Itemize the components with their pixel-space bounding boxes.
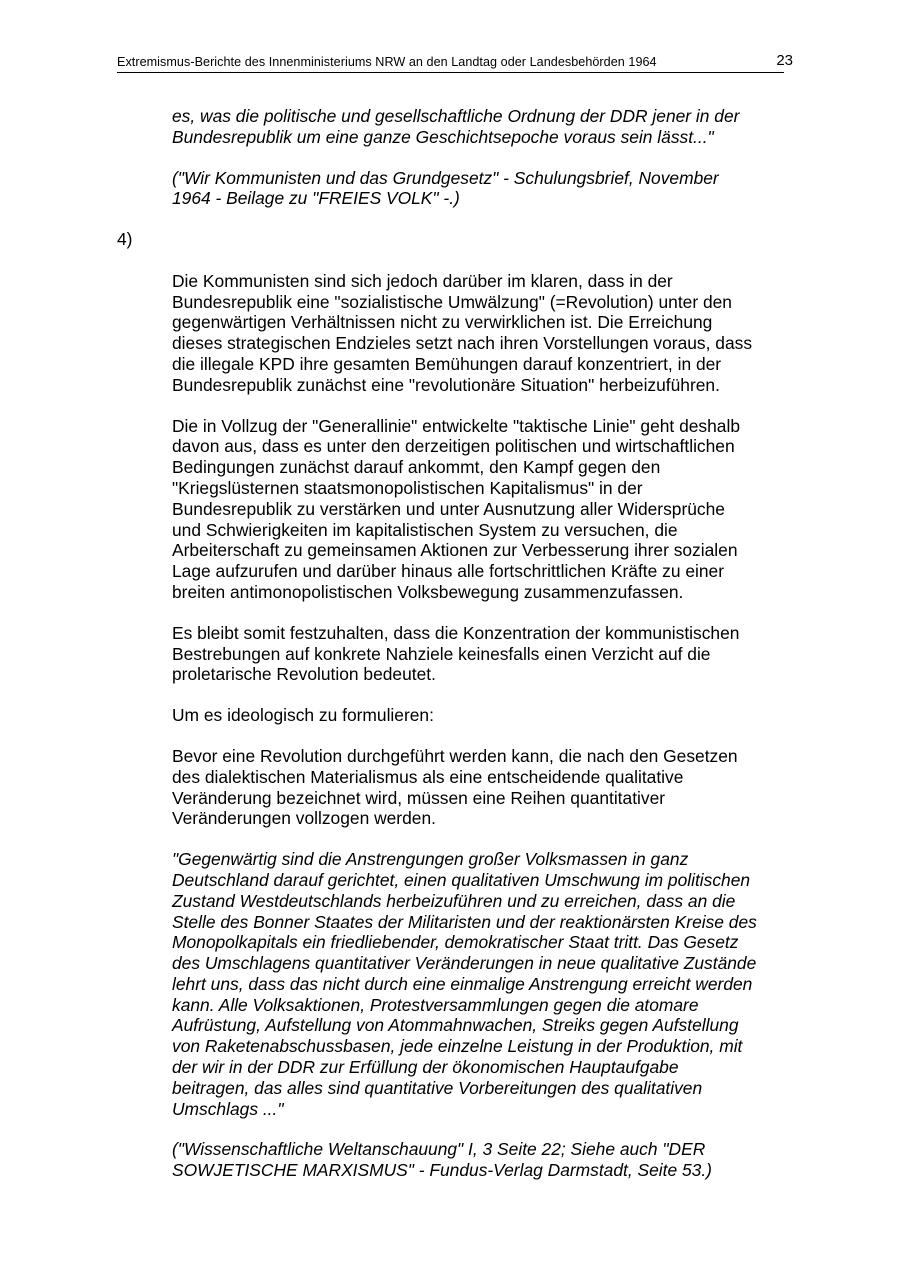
item-4-paragraph-4: Um es ideologisch zu formulieren: — [172, 705, 434, 726]
item-4-paragraph-2: Die in Vollzug der "Generallinie" entwickelte "taktische Linie" geht deshalb davon aus, dass es unter den derzeitigen politischen und wirtschaftlichen Bedingungen zunächst darauf ankommt, den Kampf gegen den "Kriegslüsternen staatsmonopolistischen Kapitalismus" in der Bundesrepublik zu verstärken und unter Ausnutzung aller Widersprüche und Schwierigkeiten im kapitalistischen System zu versuchen, die Arbeiterschaft zu gemeinsamen Aktionen zur Verbesserung ihrer sozialen Lage aufzurufen und darüber hinaus alle fortschrittlichen Kräfte zu einer breiten antimonopolistischen Volksbewegung zusammenzufassen. — [172, 415, 740, 602]
quote-continuation: es, was die politische und gesellschaftliche Ordnung der DDR jener in der Bundesrepublik um eine ganze Geschichtsepoche voraus sein lässt..." — [172, 106, 740, 147]
quote-source-2: ("Wissenschaftliche Weltanschauung" I, 3 Seite 22; Siehe auch "DER SOWJETISCHE MARXISMUS" - Fundus-Verlag Darmstadt, Seite 53.) — [172, 1139, 712, 1181]
numbered-item-4 — [117, 229, 787, 395]
quote-2: "Gegenwärtig sind die Anstrengungen großer Volksmassen in ganz Deutschland darauf gerichtet, einen qualitativen Umschwung im politischen Zustand Westdeutschlands herbeizuführen und zu erreichen, dass an die Stelle des Bonner Staates der Militaristen und der reaktionärsten Kreise des Monopolkapitals ein friedliebender, demokratischer Staat tritt. Das Gesetz des Umschlagens quantitativer Veränderungen in neue qualitative Zustände lehrt uns, dass das nicht durch eine einmalige Anstrengung erreicht werden kann. Alle Volksaktionen, Protestversammlungen gegen die atomare Aufrüstung, Aufstellung von Atommahnwachen, Streiks gegen Aufstellung von Raketenabschussbasen, jede einzelne Leistung in der Produktion, mit der wir in der DDR zur Erfüllung der ökonomischen Hauptaufgabe beitragen, das alles sind quantitative Vorbereitungen des qualitativen Umschlags ..." — [172, 849, 757, 1119]
page-header — [117, 52, 793, 73]
header-title: Extremismus-Berichte des Innenministeriums NRW an den Landtag oder Landesbehörden 1964 — [117, 55, 657, 69]
quote-source-1: ("Wir Kommunisten und das Grundgesetz" - Schulungsbrief, November 1964 - Beilage zu "FREIES VOLK" -.) — [172, 167, 719, 209]
page-number: 23 — [776, 52, 793, 69]
document-body — [117, 106, 787, 1201]
item-4-paragraph-3: Es bleibt somit festzuhalten, dass die Konzentration der kommunistischen Bestrebungen auf konkrete Nahziele keinesfalls einen Verzicht auf die proletarische Revolution bedeutet. — [172, 622, 740, 685]
item-4-paragraph-5: Bevor eine Revolution durchgeführt werden kann, die nach den Gesetzen des dialektischen Materialismus als eine entscheidende qualitative Veränderung bezeichnet wird, müssen eine Reihen quantitativer Veränderungen vollzogen werden. — [172, 745, 738, 829]
item-4-paragraph-1: Die Kommunisten sind sich jedoch darüber im klaren, dass in der Bundesrepublik eine "sozialistische Umwälzung" (=Revolution) unter den gegenwärtigen Verhältnissen nicht zu verwirklichen ist. Die Erreichung dieses strategischen Endzieles setzt nach ihren Vorstellungen voraus, dass die illegale KPD ihre gesamten Bemühungen darauf konzentriert, in der Bundesrepublik zunächst eine "revolutionäre Situation" herbeizuführen. — [172, 270, 753, 395]
item-number: 4) — [117, 229, 133, 250]
